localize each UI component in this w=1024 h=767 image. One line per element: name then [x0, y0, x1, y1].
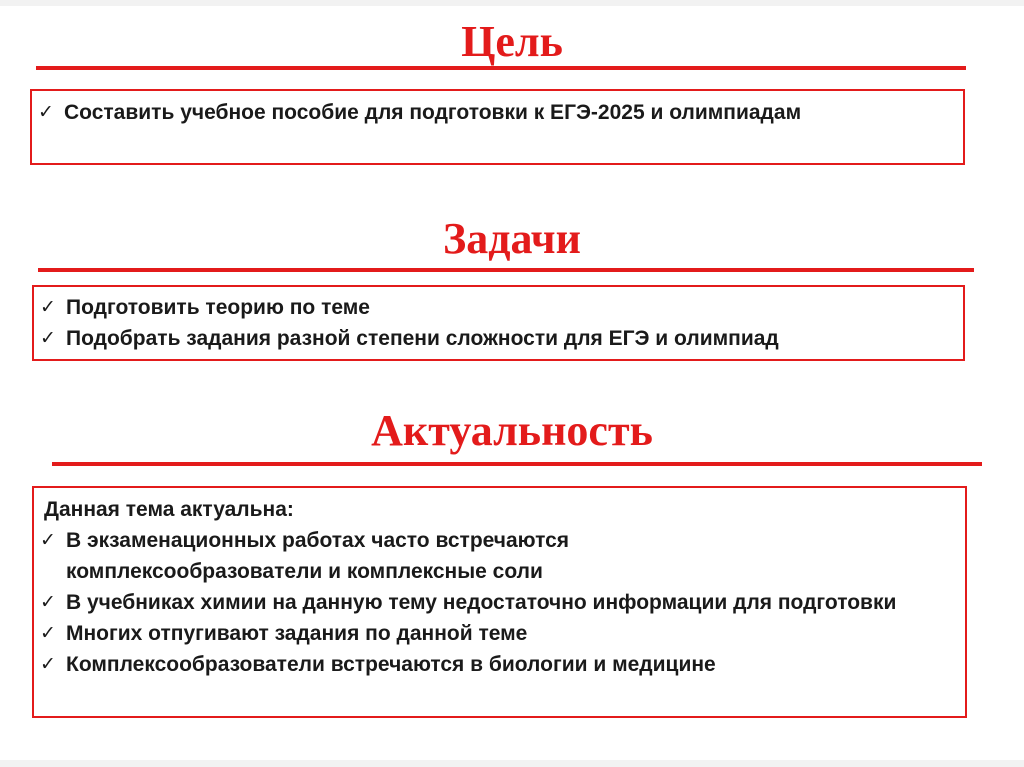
tasks-box	[32, 285, 965, 361]
relevance-intro: Данная тема актуальна:	[44, 498, 294, 521]
tasks-heading-rule	[38, 268, 974, 272]
top-margin-strip	[0, 0, 1024, 6]
relevance-box	[32, 486, 967, 718]
tasks-item	[34, 323, 963, 354]
check-mark-icon: ✓	[40, 622, 56, 644]
tasks-item-text: Подобрать задания разной степени сложности для ЕГЭ и олимпиад	[66, 327, 779, 350]
goal-heading: Цель	[461, 17, 563, 66]
check-mark-icon: ✓	[40, 327, 56, 349]
goal-heading-rule	[36, 66, 966, 70]
tasks-heading: Задачи	[443, 214, 581, 263]
relevance-list	[34, 525, 954, 680]
check-mark-icon: ✓	[40, 529, 56, 551]
relevance-item-text: Многих отпугивают задания по данной теме	[66, 622, 528, 645]
goal-item	[32, 97, 822, 128]
relevance-item-text: В учебниках химии на данную тему недостаточно информации для подготовки	[66, 591, 897, 614]
tasks-item	[34, 292, 963, 323]
goal-item-text: Составить учебное пособие для подготовки к ЕГЭ-2025 и олимпиадам	[64, 101, 802, 124]
tasks-item-text: Подготовить теорию по теме	[66, 296, 370, 319]
check-mark-icon: ✓	[40, 653, 56, 675]
relevance-heading: Актуальность	[371, 406, 653, 455]
goal-list	[32, 91, 822, 128]
check-mark-icon: ✓	[38, 101, 54, 123]
check-mark-icon: ✓	[40, 296, 56, 318]
relevance-item-text: Комплексообразователи встречаются в биологии и медицине	[66, 653, 716, 676]
relevance-heading-rule	[52, 462, 982, 466]
bottom-margin-strip	[0, 760, 1024, 767]
goal-box	[30, 89, 965, 165]
relevance-item-text: В экзаменационных работах часто встречаются комплексообразователи и комплексные соли	[66, 529, 570, 583]
tasks-list	[34, 287, 963, 354]
relevance-item	[34, 587, 954, 618]
relevance-item	[34, 618, 954, 649]
check-mark-icon: ✓	[40, 591, 56, 613]
relevance-item	[34, 649, 954, 680]
relevance-item	[34, 525, 954, 587]
